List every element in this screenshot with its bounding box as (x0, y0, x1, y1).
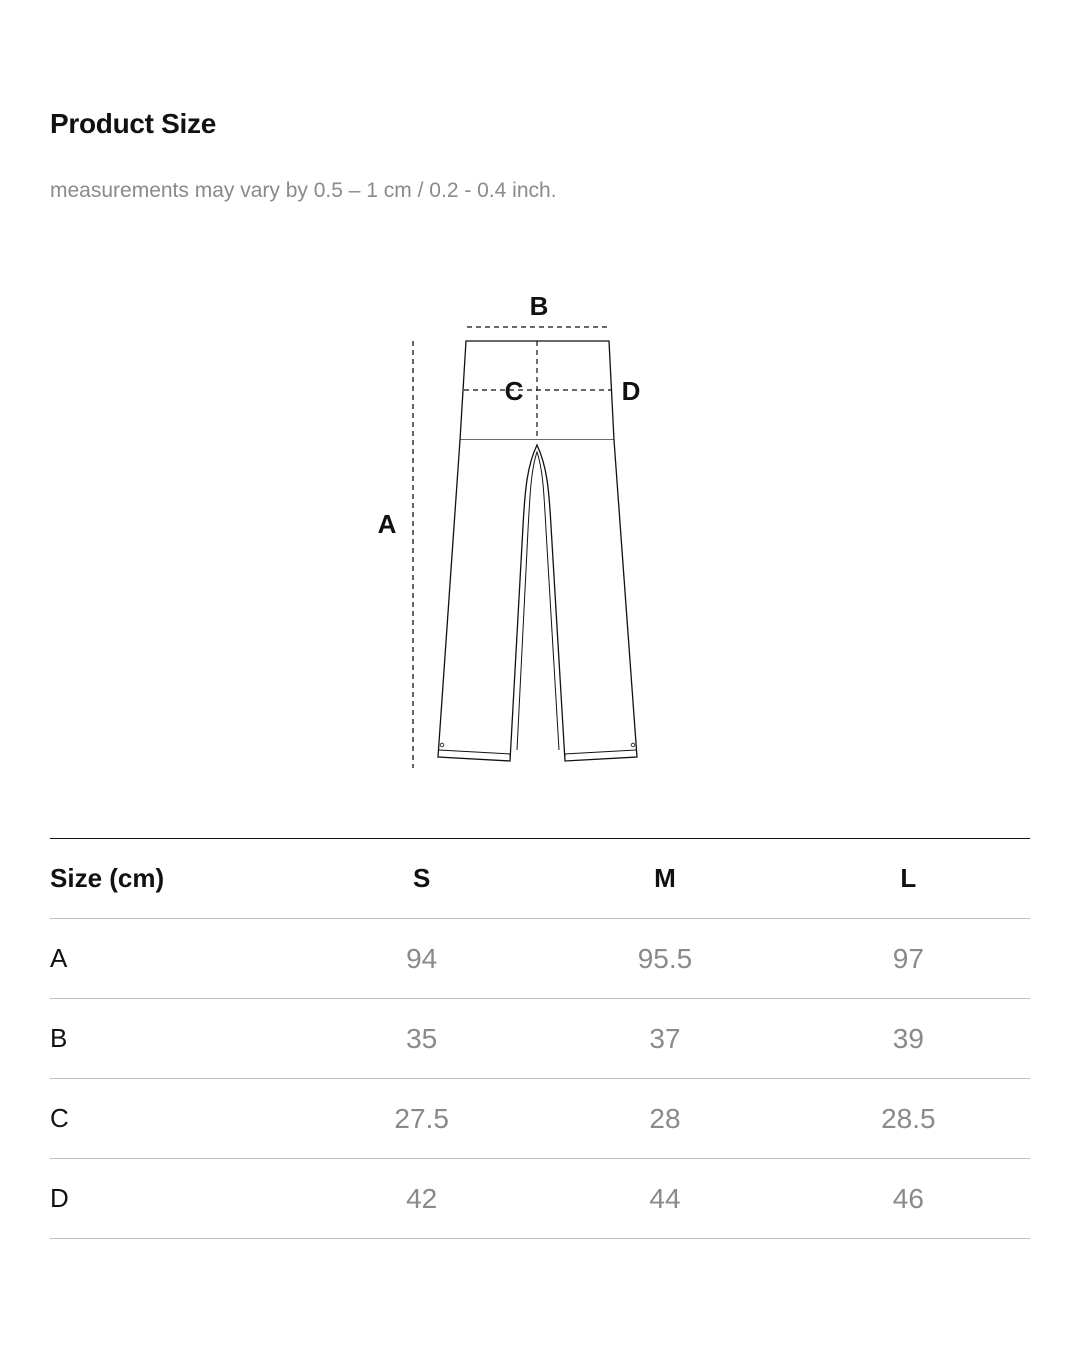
size-table-header-row (50, 839, 1030, 919)
table-cell: 42 (300, 1159, 543, 1239)
row-label: B (50, 999, 300, 1079)
row-label: D (50, 1159, 300, 1239)
table-cell: 35 (300, 999, 543, 1079)
table-row (50, 1159, 1030, 1239)
table-cell: 97 (787, 919, 1030, 999)
row-label: A (50, 919, 300, 999)
measurement-note: measurements may vary by 0.5 – 1 cm / 0.2 - 0.4 inch. (50, 179, 557, 202)
pants-legs (438, 440, 637, 761)
table-cell: 37 (543, 999, 786, 1079)
table-cell: 95.5 (543, 919, 786, 999)
table-cell: 27.5 (300, 1079, 543, 1159)
table-cell: 39 (787, 999, 1030, 1079)
diagram-label-b: B (529, 291, 549, 321)
table-row (50, 999, 1030, 1079)
size-header-l: L (787, 839, 1030, 919)
table-row (50, 919, 1030, 999)
diagram-label-c: C (504, 376, 524, 406)
table-cell: 28.5 (787, 1079, 1030, 1159)
diagram-label-d: D (621, 376, 641, 406)
pants-illustration (360, 280, 680, 780)
row-label: C (50, 1079, 300, 1159)
table-row (50, 1079, 1030, 1159)
table-cell: 28 (543, 1079, 786, 1159)
size-header-label: Size (cm) (50, 839, 300, 919)
table-cell: 46 (787, 1159, 1030, 1239)
table-cell: 94 (300, 919, 543, 999)
size-table (50, 838, 1030, 1239)
pants-measurement-diagram (360, 280, 680, 780)
size-header-s: S (300, 839, 543, 919)
size-header-m: M (543, 839, 786, 919)
page-title: Product Size (50, 108, 216, 139)
table-cell: 44 (543, 1159, 786, 1239)
diagram-label-a: A (377, 509, 397, 539)
